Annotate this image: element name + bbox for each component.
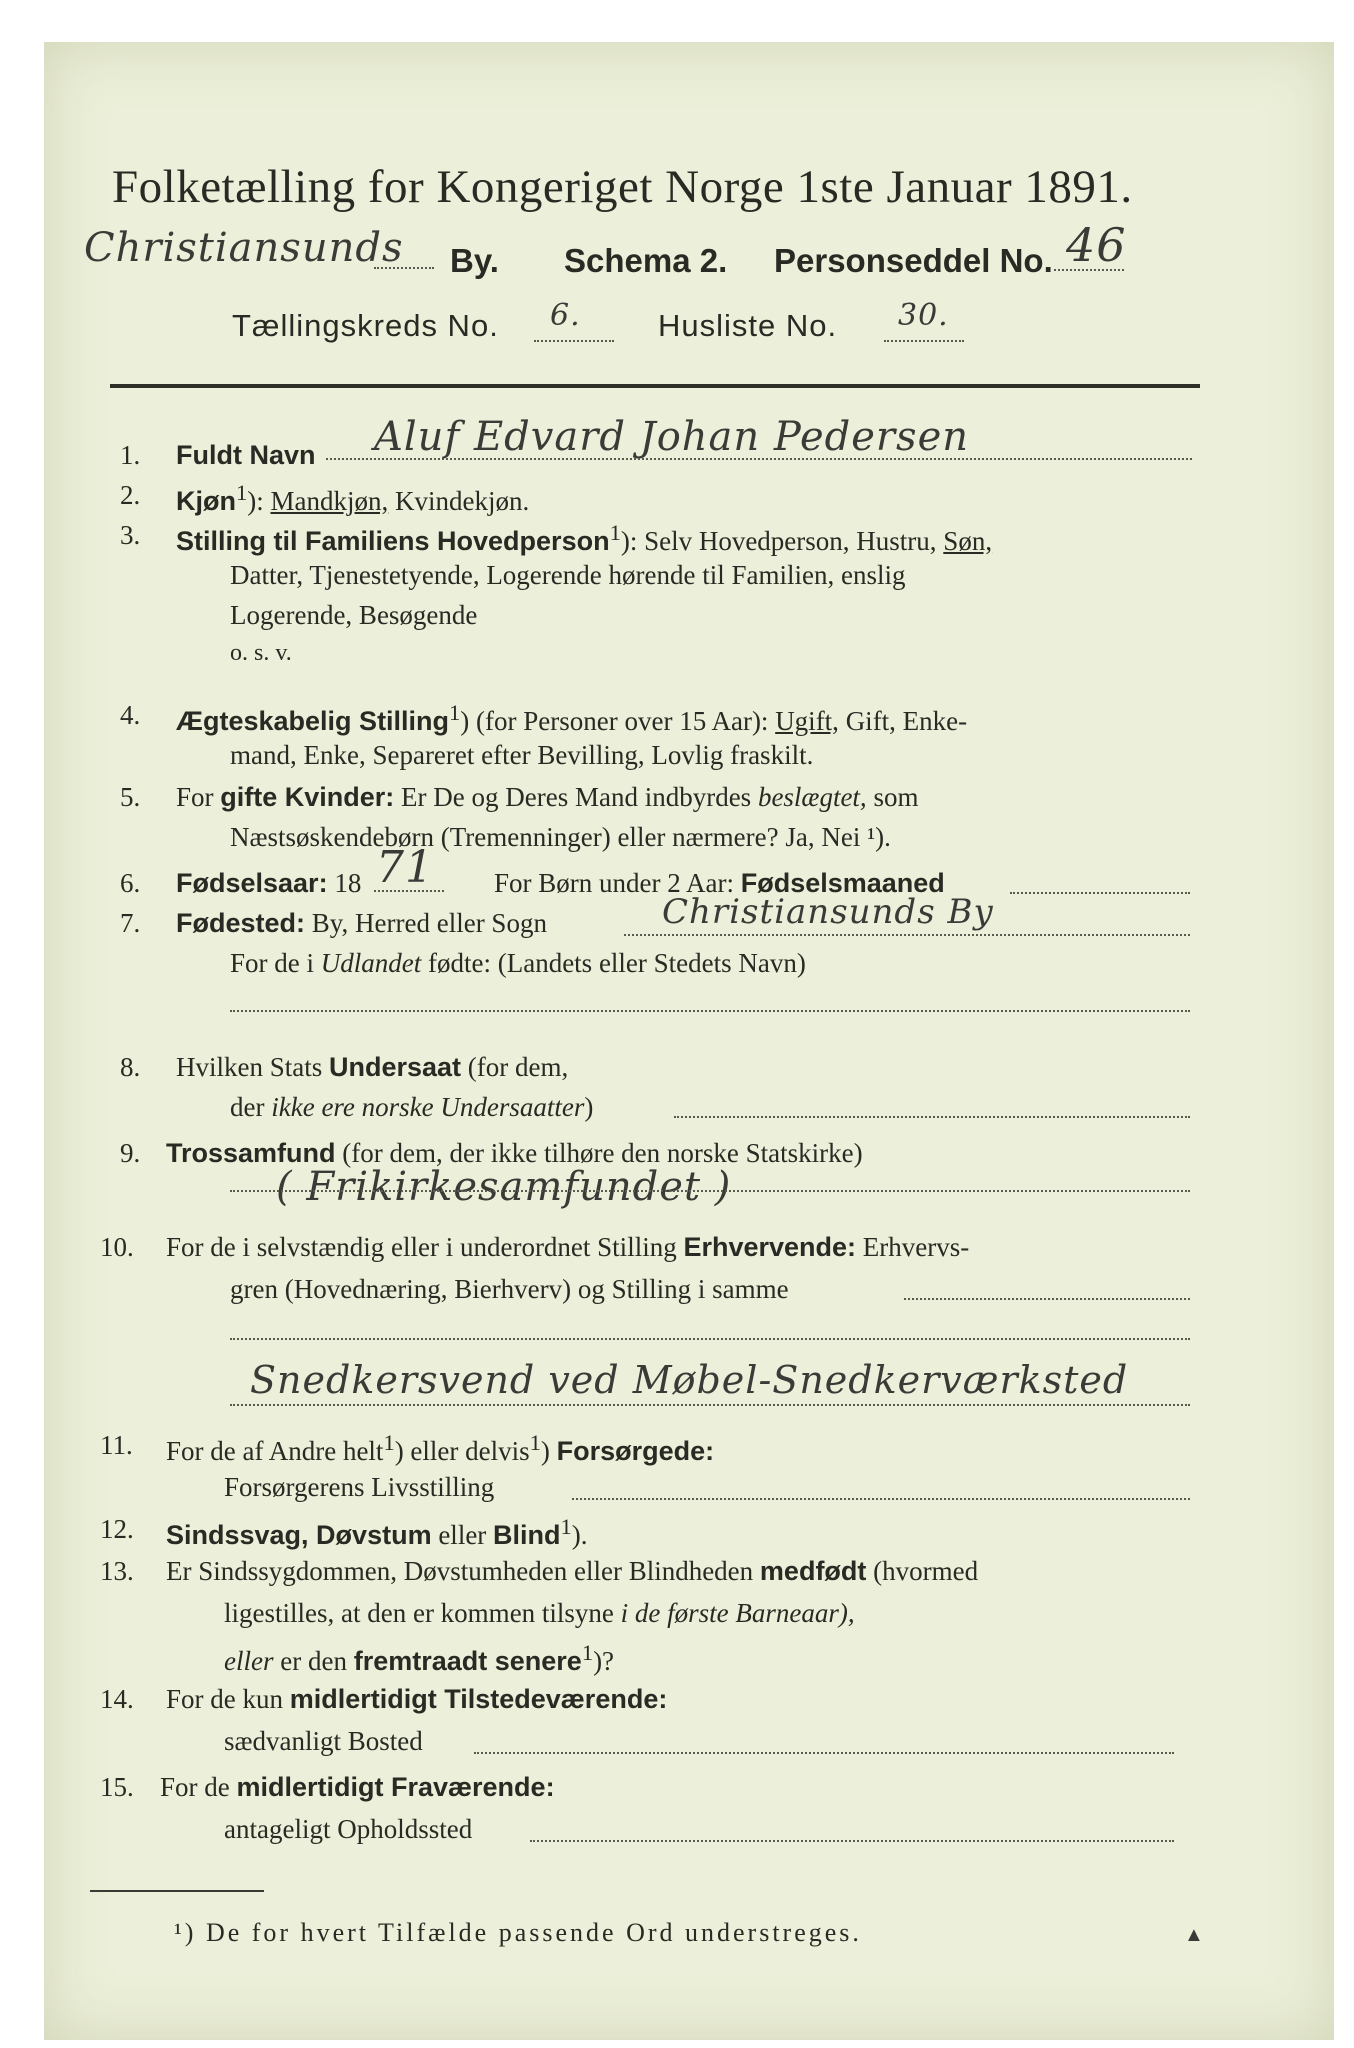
- answer-dotted-line: [230, 1404, 1190, 1406]
- item-text: For Børn under 2 Aar: Fødselsmaaned: [494, 868, 945, 898]
- answer-dotted-line: [904, 1298, 1190, 1300]
- item-text-line: Næstsøskendebørn (Tremenninger) eller nærmere? Ja, Nei ¹).: [230, 822, 891, 852]
- husliste-value: 30.: [898, 298, 949, 333]
- item-text: For de i selvstændig eller i underordnet Stilling Erhvervende: Erhvervs-: [166, 1232, 970, 1262]
- answer-dotted-line: [474, 1752, 1174, 1754]
- item-text-line: Forsørgerens Livsstilling: [224, 1472, 495, 1502]
- item-text-line: Datter, Tjenestetyende, Logerende hørende til Familien, enslig: [230, 560, 906, 590]
- birthplace-answer: Christiansunds By: [662, 892, 994, 932]
- item-number: 8.: [120, 1052, 141, 1082]
- header-rule: [110, 384, 1200, 388]
- item-text: Hvilken Stats Undersaat (for dem,: [176, 1052, 569, 1082]
- taellingskreds-value: 6.: [550, 298, 581, 333]
- answer-dotted-line: [1010, 892, 1190, 894]
- birth-year-answer: 71: [376, 842, 434, 893]
- item-number: 12.: [100, 1514, 134, 1544]
- item-text-line: For de i Udlandet fødte: (Landets eller Stedets Navn): [230, 948, 806, 978]
- item-number: 11.: [100, 1430, 133, 1460]
- item-number: 14.: [100, 1684, 134, 1714]
- item-text: For de kun midlertidigt Tilstedeværende:: [166, 1684, 668, 1714]
- answer-dotted-line: [674, 1116, 1190, 1118]
- item-number: 10.: [100, 1232, 134, 1262]
- answer-dotted-line: [572, 1498, 1190, 1500]
- city-handwritten: Christiansunds: [84, 225, 404, 271]
- by-label: By.: [450, 242, 499, 279]
- husliste-dotted-line: [884, 340, 964, 342]
- occupation-answer: Snedkersvend ved Møbel-Snedkerværksted: [250, 1358, 1129, 1402]
- full-name-answer: Aluf Edvard Johan Pedersen: [374, 414, 970, 460]
- item-text: For de af Andre helt$^1$) eller delvis$^1$) Forsørgede:: [166, 1430, 715, 1466]
- item-label: Fuldt Navn: [176, 440, 316, 470]
- item-number: 15.: [100, 1772, 134, 1802]
- item-text-line: Logerende, Besøgende: [230, 600, 478, 630]
- item-number: 6.: [120, 868, 141, 898]
- item-text-line: der ikke ere norske Undersaatter): [230, 1092, 594, 1122]
- answer-dotted-line: [230, 1338, 1190, 1340]
- item-text: Stilling til Familiens Hovedperson$^1$): Selv Hovedperson, Hustru, Søn,: [176, 520, 993, 556]
- item-text: Trossamfund (for dem, der ikke tilhøre den norske Statskirke): [166, 1138, 863, 1168]
- item-text: Kjøn$^1$): Mandkjøn, Kvindekjøn.: [176, 480, 530, 516]
- item-text: Fødselsaar: 18: [176, 868, 362, 898]
- answer-dotted-line: [374, 890, 444, 892]
- item-text: For gifte Kvinder: Er De og Deres Mand indbyrdes beslægtet, som: [176, 782, 919, 812]
- item-text: Er Sindssygdommen, Døvstumheden eller Blindheden medfødt (hvormed: [166, 1556, 979, 1586]
- item-number: 13.: [100, 1556, 134, 1586]
- husliste-label: Husliste No.: [658, 308, 838, 343]
- answer-dotted-line: [230, 1010, 1190, 1012]
- schema-label: Schema 2.: [564, 242, 728, 279]
- item-text: Sindssvag, Døvstum eller Blind$^1$).: [166, 1514, 588, 1550]
- item-text-line: antageligt Opholdssted: [224, 1814, 473, 1844]
- religion-answer: ( Frikirkesamfundet ): [276, 1164, 732, 1210]
- item-text-line: o. s. v.: [230, 640, 292, 666]
- answer-dotted-line: [230, 1190, 1190, 1192]
- item-text-line: eller er den fremtraadt senere$^1$)?: [224, 1640, 615, 1676]
- taellingskreds-label: Tællingskreds No.: [232, 308, 499, 343]
- footnote-text: ¹) De for hvert Tilfælde passende Ord understreges.: [174, 1918, 862, 1947]
- city-dotted-line: [374, 267, 434, 269]
- item-text: Fødested: By, Herred eller Sogn: [176, 908, 547, 938]
- item-text-line: ligestilles, at den er kommen tilsyne i de første Barneaar),: [224, 1598, 855, 1628]
- item-number: 3.: [120, 520, 141, 550]
- taellingskreds-dotted-line: [534, 340, 614, 342]
- personseddel-value: 46: [1066, 218, 1127, 272]
- answer-dotted-line: [624, 934, 1190, 936]
- item-text: Ægteskabelig Stilling$^1$) (for Personer over 15 Aar): Ugift, Gift, Enke-: [176, 700, 968, 736]
- answer-dotted-line: [326, 458, 1192, 460]
- census-form-sheet: [44, 42, 1334, 2040]
- ink-mark: ▲: [1184, 1924, 1204, 1946]
- personseddel-label: Personseddel No.: [774, 242, 1053, 279]
- item-number: 1.: [120, 440, 141, 470]
- item-text-line: mand, Enke, Separeret efter Bevilling, Lovlig fraskilt.: [230, 740, 814, 770]
- item-text-line: sædvanligt Bosted: [224, 1726, 423, 1756]
- item-text: For de midlertidigt Fraværende:: [160, 1772, 555, 1802]
- answer-dotted-line: [530, 1840, 1174, 1842]
- form-title: Folketælling for Kongeriget Norge 1ste Januar 1891.: [112, 161, 1133, 213]
- item-number: 2.: [120, 480, 141, 510]
- item-number: 7.: [120, 908, 141, 938]
- item-text-line: gren (Hovednæring, Bierhverv) og Stilling i samme: [230, 1274, 789, 1304]
- item-number: 9.: [120, 1138, 141, 1168]
- footnote-rule: [90, 1890, 264, 1892]
- item-number: 4.: [120, 700, 141, 730]
- item-number: 5.: [120, 782, 141, 812]
